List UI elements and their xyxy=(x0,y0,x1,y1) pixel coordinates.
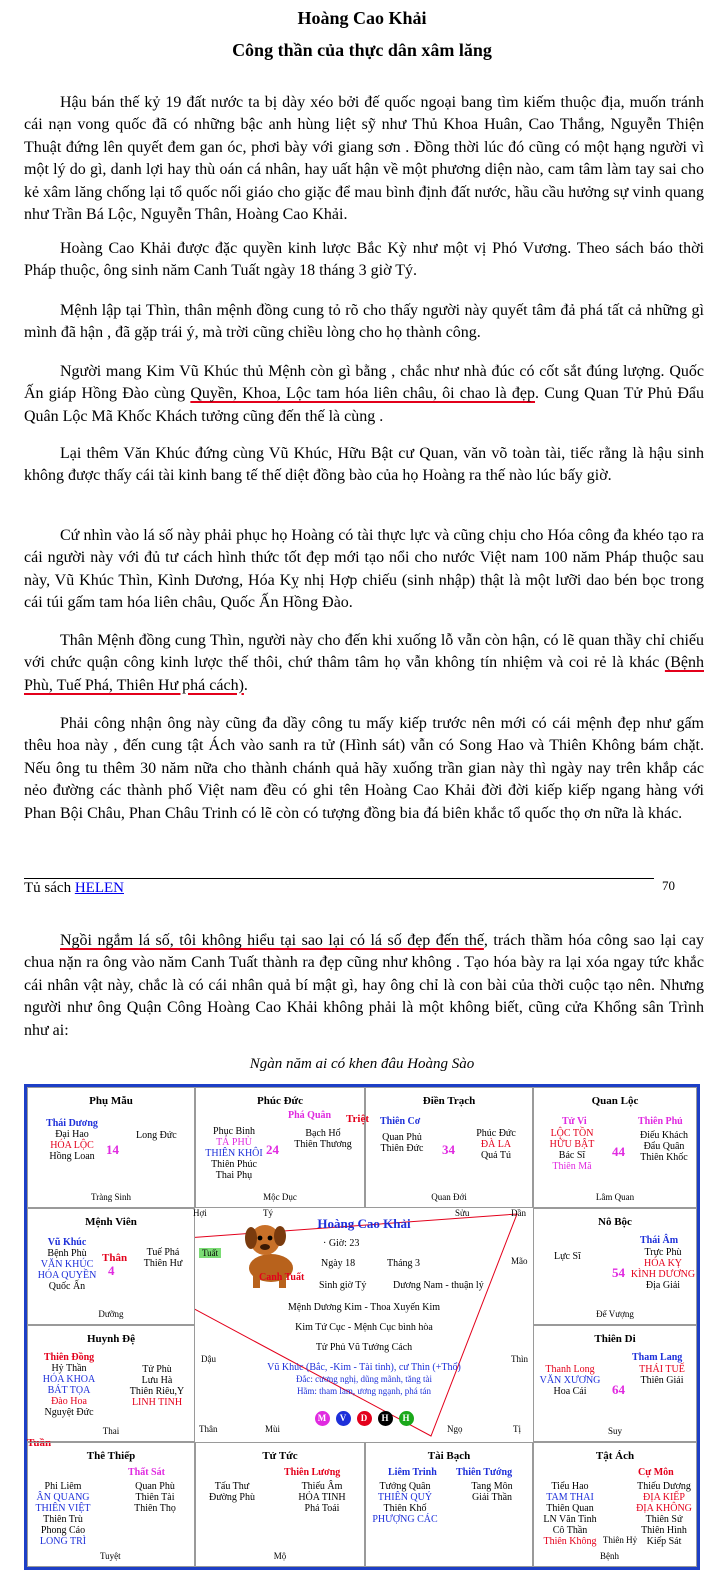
star: KÌNH DƯƠNG xyxy=(630,1269,696,1280)
star: VĂN KHÚC xyxy=(40,1259,94,1270)
star: Thiên Tướng xyxy=(456,1467,513,1478)
paragraph-4-underlined: Quyền, Khoa, Lộc tam hóa liên châu, ôi chao là đẹp xyxy=(190,385,536,403)
star: Phúc Đức xyxy=(476,1128,516,1139)
star: Thiếu Âm xyxy=(301,1481,343,1492)
star: Trực Phù xyxy=(644,1247,682,1258)
palace-name: Tài Bạch xyxy=(427,1450,471,1462)
star: HÓA QUYỀN xyxy=(37,1270,97,1281)
chart-birth-hour: Sinh giờ Tý xyxy=(319,1280,367,1291)
dot-h1: H xyxy=(378,1411,393,1426)
palace-name: Điền Trạch xyxy=(422,1095,476,1107)
palace-huynh-de xyxy=(27,1325,195,1442)
star: Thiên Trù xyxy=(43,1514,83,1525)
star: LỘC TỒN xyxy=(550,1128,594,1139)
star: Thiên Sứ xyxy=(645,1514,683,1525)
branch-label: Ngọ xyxy=(447,1424,463,1434)
star: Phục Binh xyxy=(213,1126,255,1137)
footer xyxy=(24,880,124,897)
paragraph-4-text-b: . Cung Quan Tử Phủ Đẩu Quân Lộc Mã Khốc Khách tưởng cũng đến thế là cùng . xyxy=(24,385,704,425)
paragraph-5: Lại thêm Văn Khúc đứng cùng Vũ Khúc, Hữu Bật cư Quan, văn võ toàn tài, tiếc rằng là hậu sinh không được thấy cái tài kinh bang tế thế diệt đồng bào của họ Hoàng ra thế nào lúc bấy giờ. xyxy=(24,445,704,485)
palace-name: Nô Bộc xyxy=(598,1216,632,1228)
branch-label: Mùi xyxy=(265,1424,281,1434)
palace-name: Phúc Đức xyxy=(256,1095,303,1107)
star: HỎA TINH xyxy=(298,1492,346,1503)
palace-name: Huynh Đệ xyxy=(87,1333,135,1345)
star: LONG TRÌ xyxy=(39,1536,87,1547)
star: Thai Phụ xyxy=(215,1170,253,1181)
star: Lưu Hà xyxy=(141,1375,173,1386)
branch-label: Dần xyxy=(511,1208,526,1218)
star: ĐÀ LA xyxy=(480,1139,512,1150)
star: Hồng Loan xyxy=(49,1151,95,1162)
palace-phu-mau xyxy=(27,1087,195,1208)
page-title: Hoàng Cao Khải xyxy=(297,8,427,28)
chart-dac: Đắc: cương nghị, dũng mãnh, tăng tài xyxy=(295,1374,433,1384)
star: Cự Môn xyxy=(638,1467,674,1478)
star: Bạch Hổ xyxy=(305,1128,341,1139)
star: Thiên Hỷ xyxy=(602,1535,638,1545)
chart-person-name: Hoàng Cao Khải xyxy=(317,1216,411,1231)
palace-phuc-duc xyxy=(195,1087,370,1208)
paragraph-3: Mệnh lập tại Thìn, thân mệnh đồng cung tỏ rõ cho thấy người này quyết tâm đả phá tất cả những gì mình đã hận , đã gặp trái ý, mà trời cũng chiều lòng cho họ thành công. xyxy=(24,302,704,342)
paragraph-7-text-b: . xyxy=(243,676,248,694)
palace-thien-di xyxy=(533,1325,697,1442)
star: LINH TINH xyxy=(131,1397,183,1408)
star: THÁI TUẾ xyxy=(639,1364,685,1375)
paragraph-7 xyxy=(24,630,704,697)
star: Thiên Riêu,Y xyxy=(129,1386,185,1397)
palace-footer: Dưỡng xyxy=(98,1309,124,1319)
branch-label: Tị xyxy=(513,1424,521,1434)
star: Quả Tú xyxy=(480,1150,512,1161)
star: THIÊN KHÔI xyxy=(205,1148,263,1159)
star: Thất Sát xyxy=(128,1467,165,1478)
palace-footer: Tràng Sinh xyxy=(91,1192,131,1202)
branch-label: Thìn xyxy=(511,1354,528,1364)
star: Thiên Phúc xyxy=(211,1159,257,1170)
star: Thiên Đồng xyxy=(43,1352,95,1363)
paragraph-9 xyxy=(24,930,704,1042)
star: Tang Môn xyxy=(471,1481,513,1492)
palace-number: 34 xyxy=(442,1142,455,1157)
palace-footer: Mộ xyxy=(273,1551,287,1561)
canh-tuat-label: Canh Tuất xyxy=(259,1272,305,1283)
chart-vu-khuc: Vũ Khúc (Bắc, -Kim - Tài tinh), cư Thìn (+Thổ) xyxy=(267,1362,461,1373)
star: ÂN QUANG xyxy=(36,1492,90,1503)
dot-h2: H xyxy=(399,1411,414,1426)
paragraph-2: Hoàng Cao Khải được đặc quyền kinh lược Bắc Kỳ như một vị Phó Vương. Theo sách báo thời Pháp thuộc, ông sinh năm Canh Tuất ngày 18 tháng 3 giờ Tý. xyxy=(24,240,704,280)
chart-cach: Tử Phủ Vũ Tướng Cách xyxy=(315,1342,413,1353)
star: Thiên Giải xyxy=(640,1375,684,1386)
star: Điếu Khách xyxy=(639,1130,689,1141)
branch-label: Sửu xyxy=(455,1208,470,1218)
star: Kiếp Sát xyxy=(646,1536,682,1547)
star: Giải Thần xyxy=(471,1492,513,1503)
palace-number: 64 xyxy=(612,1382,625,1397)
star: Thiên Thương xyxy=(294,1139,352,1150)
star: Tử Vi xyxy=(562,1116,587,1127)
paragraph-7-text-a: Thân Mệnh đồng cung Thìn, người này cho đến khi xuống lỗ vẫn còn hận, có lẽ quan thầy chỉ chiếu với chức quận công kinh lược thế thôi, chứ thâm tâm họ vẫn không tín nhiệm và coi rẻ là khác xyxy=(24,632,704,672)
chart-hour: · Giờ: 23 xyxy=(323,1238,360,1249)
chart-month: Tháng 3 xyxy=(387,1258,421,1269)
chart-cuc: Kim Tứ Cục - Mệnh Cục bình hòa xyxy=(295,1322,433,1333)
star: Thái Âm xyxy=(640,1235,679,1246)
star: Thiên Không xyxy=(543,1536,597,1547)
star: Quan Phủ xyxy=(382,1132,422,1143)
star: Tướng Quân xyxy=(379,1481,431,1492)
star: ĐỊA KIẾP xyxy=(643,1492,685,1503)
chart-day: Ngày 18 xyxy=(321,1258,356,1269)
star: PHƯỢNG CÁC xyxy=(372,1514,438,1525)
palace-number: 4 xyxy=(108,1263,115,1278)
star: HÓA KỴ xyxy=(643,1258,683,1269)
star: Bệnh Phù xyxy=(47,1248,87,1259)
star: Quốc Ấn xyxy=(48,1281,86,1292)
palace-number: 14 xyxy=(106,1142,119,1157)
page-number: 70 xyxy=(662,878,675,893)
palace-tat-ach xyxy=(533,1442,697,1567)
footer-link-helen[interactable]: HELEN xyxy=(74,880,124,896)
star: HÓA KHOA xyxy=(42,1374,96,1385)
palace-number: 54 xyxy=(612,1265,625,1280)
star: Đào Hoa xyxy=(51,1396,87,1407)
palace-tai-bach xyxy=(365,1442,533,1567)
paragraph-4-text-a: Người mang Kim Vũ Khúc thủ Mệnh còn gì bằng , chắc như nhà đúc có cốt sắt đúng lượng. Quốc Ấn giáp Hồng Đào cùng xyxy=(24,363,704,403)
paragraph-6: Cứ nhìn vào lá số này phải phục họ Hoàng có tài thực lực và cũng chịu cho Hóa công đa khéo tạo ra cái người này với đủ tư cách hình thức tốt đẹp mới tạo nổi cho nước Việt nam 100 năm Pháp thuộc sau này, Vũ Khúc Thìn, Kình Dương, Hóa Kỵ nhị Hợp chiếu (sinh nhập) thật là một lưỡi dao bén bọc trong cái túi gấm tam hóa liên châu, Quốc Ấn Hồng Đào. xyxy=(24,527,704,612)
branch-label: Hợi xyxy=(193,1208,207,1218)
chart-caption: Ngàn năm ai có khen đâu Hoàng Sào xyxy=(249,1056,475,1072)
star: Địa Giải xyxy=(645,1280,681,1291)
dot-v: V xyxy=(336,1411,351,1426)
star: Hoa Cái xyxy=(553,1386,587,1397)
star: TẢ PHÙ xyxy=(216,1137,252,1148)
star: Liêm Trinh xyxy=(388,1467,437,1478)
star: Thiên Tài xyxy=(135,1492,175,1503)
chart-center xyxy=(195,1208,533,1442)
star: Tuế Phá xyxy=(146,1247,180,1258)
branch-label: Mão xyxy=(511,1256,528,1266)
star: Thiên Thọ xyxy=(134,1503,176,1514)
chart-dots xyxy=(195,1408,533,1426)
star: THIÊN VIỆT xyxy=(35,1503,91,1514)
star: Quan Phù xyxy=(135,1481,175,1492)
star: Thiên Khố xyxy=(383,1503,427,1514)
star: HÓA LỘC xyxy=(50,1140,94,1151)
star: Long Đức xyxy=(136,1130,177,1141)
footer-prefix: Tủ sách xyxy=(24,880,75,896)
paragraph-1: Hậu bán thế kỷ 19 đất nước ta bị dày xéo bởi đế quốc ngoại bang tìm kiếm thuộc địa, muốn tránh cái nạn vong quốc đã có những bậc anh hùng liệt sỹ như Thủ Khoa Huân, Cao Thắng, Nguyễn Thiện Thuật đứng lên quyết đem gan óc, phơi bày với giang sơn . Đồng thời lúc đó cũng có một hạng người vì một lý do gì, danh lợi hay thù oán cá nhân, hay uất hận về một phương diện nào, cam tâm làm tay sai cho kẻ xâm lăng chống lại tổ quốc nối giáo cho giặc để mau bình định đất nước, hầu cầu hưởng sự vinh quang như Trần Bá Lộc, Nguyễn Thân, Hoàng Cao Khải. xyxy=(24,94,704,224)
page-subtitle: Công thần của thực dân xâm lăng xyxy=(232,40,492,60)
horoscope-chart xyxy=(24,1084,700,1570)
paragraph-9-text: , trách thầm hóa công sao lại cay chua nặn ra ông vào năm Canh Tuất thành ra đẹp cũng như không . Tạo hóa bày ra lại xóa ngay tức khắc cái nhân vật này, chắc là có cái nhân quả bí mật gì, hay ông chỉ là con bài của thời cuộc tạo nên. Nhưng người như ông Quận Công Hoàng Cao Khải không phải là một không biết, cũng cửa Khổng sân Trình như ai: xyxy=(24,932,704,1039)
star: THIÊN QUÝ xyxy=(377,1492,433,1503)
palace-footer: Suy xyxy=(607,1426,622,1436)
star: Thiên Hình xyxy=(641,1525,687,1536)
star: Đẩu Quân xyxy=(643,1141,685,1152)
palace-footer: Thai xyxy=(102,1426,120,1436)
star: Phi Liêm xyxy=(44,1481,82,1492)
branch-label: Thân xyxy=(199,1424,218,1434)
palace-the-thiep xyxy=(27,1442,195,1567)
star: Phong Cáo xyxy=(40,1525,86,1536)
palace-name: Quan Lộc xyxy=(591,1095,639,1107)
star: Thiếu Dương xyxy=(637,1481,691,1492)
star: Tham Lang xyxy=(632,1352,683,1363)
palace-name: Tử Tức xyxy=(262,1450,298,1462)
star: Thiên Mã xyxy=(552,1161,592,1172)
paragraph-9-underlined: Ngồi ngắm lá số, tôi không hiểu tại sao lại có lá số đẹp đến thế xyxy=(60,932,484,949)
paragraph-7-underlined: (Bệnh Phù, Tuế Phá, Thiên Hư phá cách) xyxy=(24,654,704,694)
star: Thiên Khốc xyxy=(640,1152,688,1163)
star: Nguyệt Đức xyxy=(44,1407,94,1418)
palace-quan-loc xyxy=(533,1087,697,1208)
star: Thiên Hư xyxy=(143,1258,183,1269)
chart-ham: Hãm: tham lam, ương ngạnh, phá tán xyxy=(296,1386,432,1396)
tuat-tag: Tuất xyxy=(199,1248,221,1258)
star: TAM THAI xyxy=(546,1492,594,1503)
dot-d: D xyxy=(357,1411,372,1426)
star: Bác Sĩ xyxy=(558,1150,586,1161)
star: Đại Hao xyxy=(55,1129,89,1140)
star: Thiên Đức xyxy=(380,1143,424,1154)
star: Tử Phù xyxy=(142,1364,172,1375)
star: HỮU BẬT xyxy=(549,1139,595,1150)
palace-menh-vien xyxy=(27,1208,195,1325)
star: Thiên Cơ xyxy=(380,1116,421,1127)
star: Thiên Phủ xyxy=(638,1116,683,1127)
palace-name: Tật Ách xyxy=(595,1450,635,1462)
palace-footer: Bệnh xyxy=(600,1551,619,1561)
palace-dien-trach xyxy=(365,1087,533,1208)
palace-name: Thê Thiếp xyxy=(86,1450,136,1462)
palace-number: 44 xyxy=(612,1144,625,1159)
branch-label: Tý xyxy=(263,1208,273,1218)
palace-name: Phụ Mẫu xyxy=(89,1095,133,1107)
star: Hỷ Thần xyxy=(51,1363,87,1374)
star: Thái Dương xyxy=(46,1118,98,1129)
palace-footer: Lâm Quan xyxy=(595,1192,635,1202)
dot-m: M xyxy=(315,1411,330,1426)
palace-no-boc xyxy=(533,1208,697,1325)
palace-footer: Đế Vượng xyxy=(596,1309,634,1319)
chart-direction: Dương Nam - thuận lý xyxy=(393,1280,484,1291)
footer-divider xyxy=(24,878,654,879)
palace-footer: Mộc Dục xyxy=(263,1192,297,1202)
star: Lực Sĩ xyxy=(554,1251,581,1262)
triet-label: Triệt xyxy=(346,1113,370,1125)
palace-footer: Tuyệt xyxy=(100,1551,121,1561)
star: Thiên Quan xyxy=(546,1503,594,1514)
star: Tiểu Hao xyxy=(551,1481,589,1492)
branch-label: Dậu xyxy=(201,1354,216,1364)
star: Tấu Thư xyxy=(214,1481,250,1492)
chart-menh: Mệnh Dương Kim - Thoa Xuyến Kim xyxy=(287,1302,441,1313)
palace-footer: Quan Đới xyxy=(431,1192,467,1202)
palace-tu-tuc xyxy=(195,1442,365,1567)
paragraph-8: Phải công nhận ông này cũng đa dầy công tu mấy kiếp trước nên mới có cái mệnh đẹp như gấm thêu hoa này , đến cung tật Ách vào sanh ra tử (Hình sát) vẫn có Song Hao và Thiên Không bám chặt. Nếu ông tu thêm 30 năm nữa cho thành chánh quả hãy xuống trần gian này thì ngày nay trên khắp các nẻo đường các thành phố Việt nam đều có ghi tên Hoàng Cao Khải đời đời kiếp kiếp ngang hàng với Phan Bội Châu, Phan Châu Trinh có lẽ còn có tượng đồng bia đá biên khắc tổ quốc thọ ơn nữa là khác. xyxy=(24,715,704,822)
star: LN Văn Tinh xyxy=(543,1514,597,1525)
star: Phá Toái xyxy=(304,1503,340,1514)
star: Thiên Lương xyxy=(284,1467,341,1478)
star: Đường Phù xyxy=(209,1492,255,1503)
star: Thanh Long xyxy=(545,1364,595,1375)
star: ĐỊA KHÔNG xyxy=(636,1503,692,1514)
palace-name: Mệnh Viên xyxy=(85,1216,137,1228)
star: Phá Quân xyxy=(288,1110,332,1121)
than-label: Thân xyxy=(102,1252,128,1264)
star: Vũ Khúc xyxy=(47,1237,87,1248)
paragraph-4 xyxy=(24,361,704,428)
star: Cô Thần xyxy=(552,1525,588,1536)
tuan-label: Tuần xyxy=(27,1437,52,1449)
palace-number: 24 xyxy=(266,1142,279,1157)
palace-name: Thiên Di xyxy=(594,1333,636,1345)
star: BÁT TỌA xyxy=(47,1385,91,1396)
star: VĂN XƯƠNG xyxy=(539,1375,601,1386)
